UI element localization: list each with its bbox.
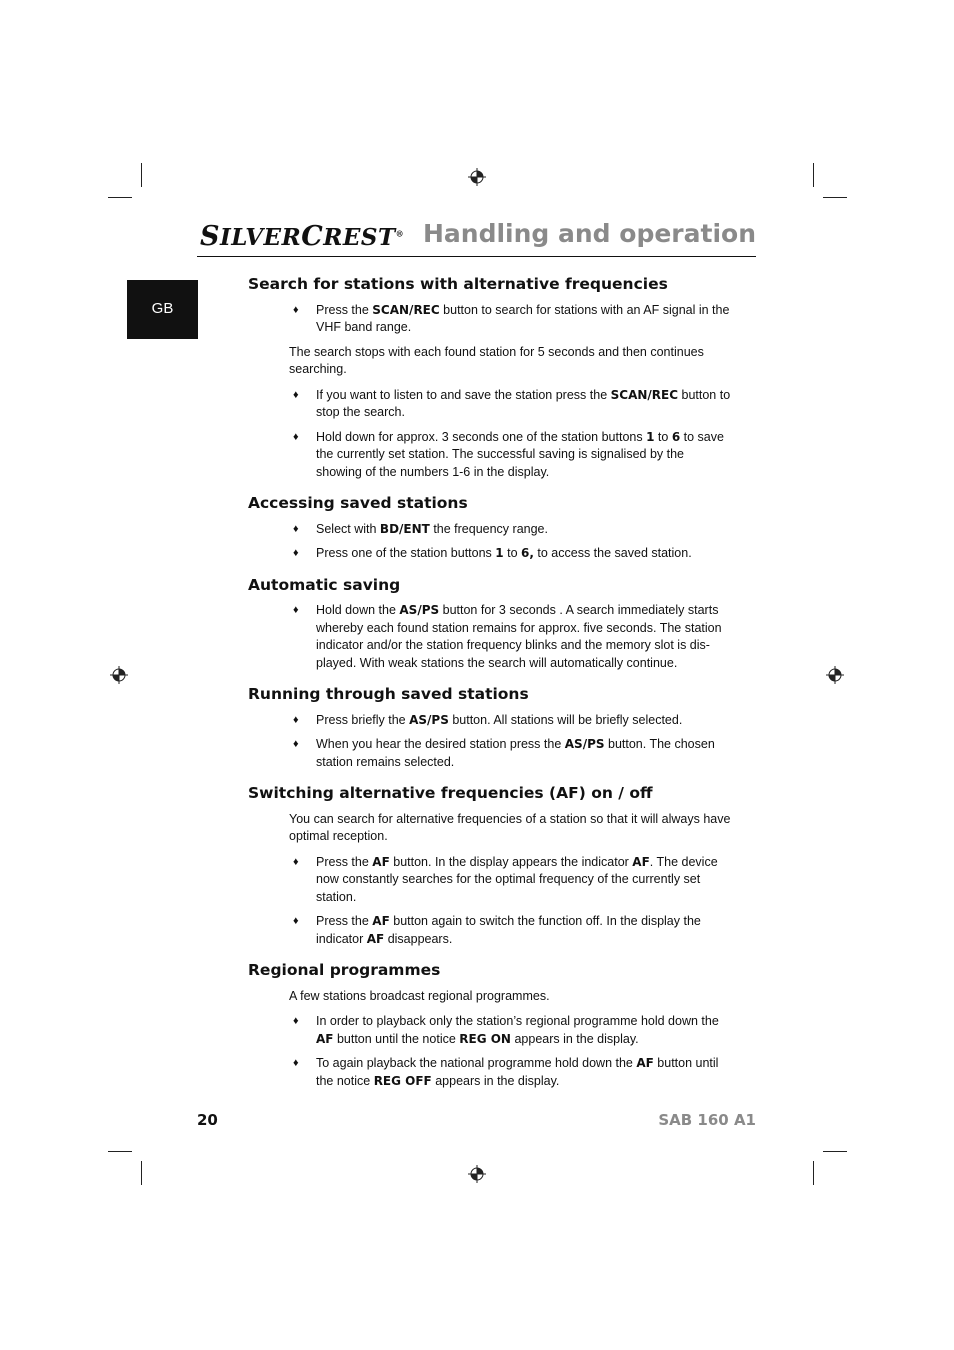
bullet-list bbox=[248, 521, 733, 563]
text-run: button. All stations will be briefly selected. bbox=[448, 712, 683, 727]
text-run: to bbox=[654, 429, 672, 444]
diamond-bullet-icon: ♦ bbox=[293, 915, 299, 927]
crop-mark bbox=[813, 1161, 814, 1185]
paragraph bbox=[289, 988, 733, 1006]
text-run: To again playback the national programme hold down the bbox=[316, 1056, 637, 1070]
text-run: Press one of the station buttons bbox=[316, 546, 496, 560]
bullet-list bbox=[248, 387, 733, 482]
diamond-bullet-icon: ♦ bbox=[293, 1057, 299, 1069]
diamond-bullet-icon: ♦ bbox=[293, 388, 299, 401]
diamond-bullet-icon: ♦ bbox=[293, 855, 299, 868]
crop-mark bbox=[108, 197, 132, 198]
section bbox=[248, 577, 733, 673]
button-name: AS/PS bbox=[564, 737, 605, 751]
button-name: AF bbox=[632, 854, 650, 869]
registration-mark-icon bbox=[826, 666, 844, 684]
crop-mark bbox=[813, 163, 814, 187]
text-run: button. The chosen station remains selected. bbox=[316, 737, 715, 769]
text-run: A few stations broadcast regional programmes. bbox=[289, 988, 550, 1003]
button-name: AS/PS bbox=[399, 603, 440, 617]
crop-mark bbox=[823, 1151, 847, 1152]
button-name: AF bbox=[372, 854, 390, 869]
button-name: AF bbox=[316, 1031, 334, 1046]
button-name: AS/PS bbox=[409, 712, 449, 727]
button-name: AF bbox=[636, 1056, 654, 1070]
diamond-bullet-icon: ♦ bbox=[293, 547, 299, 559]
list-item bbox=[248, 521, 733, 539]
text-run: . The device now constantly searches for the optimal frequency of the currently set station. bbox=[316, 854, 718, 904]
list-item bbox=[248, 602, 733, 672]
text-run: to access the saved station. bbox=[533, 546, 692, 560]
text-run: button to stop the search. bbox=[316, 387, 731, 419]
language-tab: GB bbox=[127, 280, 198, 339]
bullet-list bbox=[248, 1013, 733, 1090]
text-run: You can search for alternative frequencies of a station so that it will always have optimal reception. bbox=[289, 811, 731, 843]
crop-mark bbox=[141, 163, 142, 187]
text-run: button. In the display appears the indicator bbox=[389, 854, 633, 869]
bullet-list bbox=[248, 854, 733, 949]
registration-mark-icon bbox=[110, 666, 128, 684]
section-heading: Accessing saved stations bbox=[248, 494, 468, 512]
paragraph bbox=[289, 811, 733, 846]
button-name: REG ON bbox=[459, 1031, 511, 1046]
registration-mark-icon bbox=[468, 168, 486, 186]
button-name: SCAN/REC bbox=[610, 387, 679, 402]
text-run: appears in the display. bbox=[431, 1073, 560, 1088]
section-heading: Running through saved stations bbox=[248, 685, 529, 703]
bullet-list bbox=[248, 712, 733, 772]
text-run: button again to switch the function off. In the display the indicator bbox=[316, 914, 701, 946]
diamond-bullet-icon: ♦ bbox=[293, 430, 299, 443]
header-rule bbox=[197, 256, 756, 257]
text-run: Press the bbox=[316, 914, 373, 928]
text-run: Press the bbox=[316, 302, 373, 317]
text-run: Select with bbox=[316, 521, 380, 536]
section-heading: Switching alternative frequencies (AF) on / off bbox=[248, 784, 653, 802]
text-run: to save the currently set station. The successful saving is signalised by the showing of the numbers 1-6 in the display. bbox=[316, 429, 724, 479]
section-heading: Search for stations with alternative frequencies bbox=[248, 275, 668, 293]
list-item bbox=[248, 913, 733, 948]
text-run: to bbox=[503, 546, 522, 560]
button-name: SCAN/REC bbox=[372, 302, 440, 317]
list-item bbox=[248, 1055, 733, 1090]
list-item bbox=[248, 429, 733, 482]
text-run: Press briefly the bbox=[316, 712, 410, 727]
diamond-bullet-icon: ♦ bbox=[293, 522, 299, 535]
button-name: BD/ENT bbox=[379, 521, 430, 536]
diamond-bullet-icon: ♦ bbox=[293, 303, 299, 316]
text-run: Press the bbox=[316, 854, 373, 869]
button-name: 6 bbox=[671, 429, 681, 444]
silvercrest-logo: SILVERCREST® bbox=[200, 221, 405, 252]
button-name: 1 bbox=[495, 546, 504, 560]
text-run: Hold down for approx. 3 seconds one of the station buttons bbox=[316, 429, 647, 444]
text-run: button until the notice bbox=[333, 1031, 460, 1046]
text-run: When you hear the desired station press the bbox=[316, 737, 565, 751]
section-heading: Automatic saving bbox=[248, 575, 401, 594]
text-run: button for 3 seconds . A search immediately starts whereby each found station remains for approx. five seconds. The station indicator and/or the station frequency blinks and the memory slot is dis-played. With weak stations the search will automatically continue. bbox=[316, 603, 722, 670]
button-name: AF bbox=[372, 914, 390, 928]
manual-content bbox=[248, 276, 733, 1104]
button-name: AF bbox=[366, 931, 385, 946]
text-run: button until the notice bbox=[316, 1056, 719, 1088]
registration-mark-icon bbox=[468, 1165, 486, 1183]
text-run: If you want to listen to and save the station press the bbox=[316, 387, 611, 402]
diamond-bullet-icon: ♦ bbox=[293, 1015, 299, 1027]
text-run: button to search for stations with an AF signal in the VHF band range. bbox=[316, 302, 730, 334]
section bbox=[248, 962, 733, 1090]
section bbox=[248, 276, 733, 481]
text-run: appears in the display. bbox=[510, 1031, 639, 1046]
button-name: 6, bbox=[521, 546, 534, 560]
diamond-bullet-icon: ♦ bbox=[293, 738, 299, 750]
text-run: In order to playback only the station’s regional programme hold down the bbox=[316, 1014, 719, 1028]
paragraph bbox=[289, 344, 733, 379]
text-run: Hold down the bbox=[316, 603, 400, 617]
button-name: 1 bbox=[646, 429, 655, 444]
diamond-bullet-icon: ♦ bbox=[293, 604, 299, 616]
crop-mark bbox=[823, 197, 847, 198]
list-item bbox=[248, 736, 733, 771]
section-heading: Regional programmes bbox=[248, 961, 441, 979]
crop-mark bbox=[108, 1151, 132, 1152]
list-item bbox=[248, 545, 733, 563]
list-item bbox=[248, 302, 733, 337]
list-item bbox=[248, 854, 733, 907]
page-number: 20 bbox=[197, 1111, 218, 1129]
button-name: REG OFF bbox=[373, 1073, 432, 1088]
text-run: disappears. bbox=[384, 931, 453, 946]
section bbox=[248, 686, 733, 771]
list-item bbox=[248, 1013, 733, 1048]
text-run: the frequency range. bbox=[429, 521, 548, 536]
section bbox=[248, 785, 733, 948]
list-item bbox=[248, 712, 733, 730]
diamond-bullet-icon: ♦ bbox=[293, 713, 299, 726]
list-item bbox=[248, 387, 733, 422]
bullet-list bbox=[248, 302, 733, 337]
text-run: The search stops with each found station for 5 seconds and then continues searching. bbox=[289, 344, 704, 376]
crop-mark bbox=[141, 1161, 142, 1185]
section bbox=[248, 495, 733, 563]
page-title: Handling and operation bbox=[422, 219, 756, 248]
model-number: SAB 160 A1 bbox=[658, 1111, 756, 1129]
bullet-list bbox=[248, 602, 733, 672]
